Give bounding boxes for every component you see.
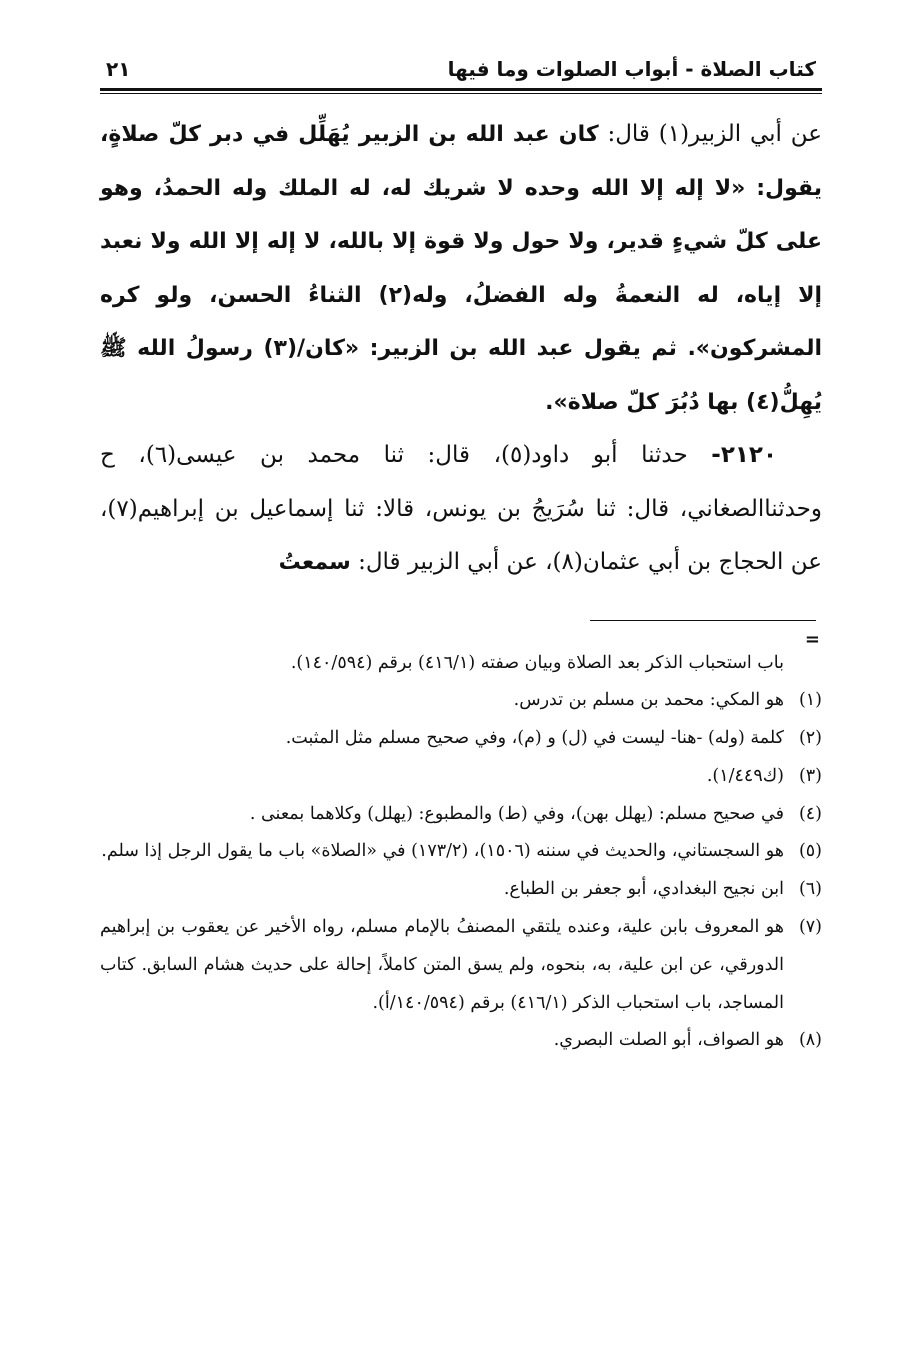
- footnote-text: (ك١/٤٤٩).: [706, 765, 784, 786]
- footnote-label: (٨): [798, 1030, 822, 1051]
- footnote: [100, 720, 822, 758]
- footnote-label: (٢): [798, 728, 822, 749]
- footnote: [100, 1022, 822, 1060]
- footnote-separator: [590, 620, 816, 621]
- paragraph-2: [100, 429, 822, 590]
- footnote-label: (٧): [798, 917, 822, 938]
- footnote-label: (١): [798, 690, 822, 711]
- footnote-text: هو المكي: محمد بن مسلم بن تدرس.: [513, 690, 784, 711]
- paragraph-1: [100, 108, 822, 429]
- footnote-text: هو الصواف، أبو الصلت البصري.: [553, 1030, 784, 1051]
- hadith-number: ٢١٢٠-: [711, 442, 777, 468]
- footnote-continuation: باب استحباب الذكر بعد الصلاة وبيان صفته (٤١٦/١) برقم (١٤٠/٥٩٤).: [290, 652, 784, 673]
- paragraph-1-bold: كان عبد الله بن الزبير يُهَلِّل في دبر كلّ صلاةٍ، يقول: «لا إله إلا الله وحده لا شريك له، له الملك وله الحمدُ، وهو على كلّ شيءٍ قدير، ولا حول ولا قوة إلا بالله، لا إله إلا الله ولا نعبد إلا إياه، له النعمةُ وله الفضلُ، وله(٢) الثناءُ الحسن، ولو كره المشركون». ثم يقول عبد الله بن الزبير: «كان/(٣) رسولُ الله ﷺ يُهِلُّ(٤) بها دُبُرَ كلّ صلاة».: [100, 122, 823, 415]
- footnote-continuation-mark: =: [804, 628, 820, 650]
- footnote: [100, 833, 822, 871]
- footnote-text: كلمة (وله) -هنا- ليست في (ل) و (م)، وفي صحيح مسلم مثل المثبت.: [285, 728, 784, 749]
- footnote-text: هو المعروف بابن علية، وعنده يلتقي المصنفُ بالإمام مسلم، رواه الأخير عن يعقوب بن إبراهيم الدورقي، عن ابن علية، به، بنحوه، ولم يسق المتن كاملاً، إحالة على حديث هشام السابق. كتاب المساجد، باب استحباب الذكر (٤١٦/١) برقم (١٤٠/٥٩٤/أ).: [100, 917, 784, 1013]
- footnote-label: (٥): [798, 841, 822, 862]
- paragraph-2-text: حدثنا أبو داود(٥)، قال: ثنا محمد بن عيسى(٦)، ح وحدثناالصغاني، قال: ثنا سُرَيجُ بن يونس، قالا: ثنا إسماعيل بن إبراهيم(٧)، عن الحجاج بن أبي عثمان(٨)، عن أبي الزبير قال:: [100, 442, 822, 575]
- page-header: [100, 56, 822, 86]
- footnote-text: ابن نجيح البغدادي، أبو جعفر بن الطباع.: [503, 879, 784, 900]
- main-text: [100, 108, 822, 590]
- page-number: ٢١: [106, 57, 131, 81]
- book-page: [100, 56, 822, 1060]
- footnote: [100, 796, 822, 834]
- running-title: كتاب الصلاة - أبواب الصلوات وما فيها: [447, 57, 816, 81]
- footnote-label: (٤): [798, 803, 822, 824]
- footnote-text: هو السجستاني، والحديث في سننه (١٥٠٦)، (١٧٣/٢) في «الصلاة» باب ما يقول الرجل إذا سلم.: [101, 841, 784, 862]
- paragraph-2-bold: سمعتُ: [278, 550, 351, 575]
- footnote: [100, 758, 822, 796]
- footnote-label: (٦): [798, 879, 822, 900]
- footnote: [100, 682, 822, 720]
- footnotes: [100, 645, 822, 1061]
- paragraph-1-intro: عن أبي الزبير(١) قال:: [598, 121, 822, 147]
- header-rule-thin: [100, 93, 822, 94]
- footnote: [100, 909, 822, 1022]
- footnote: [100, 871, 822, 909]
- footnote-label: (٣): [798, 765, 822, 786]
- footnote-text: في صحيح مسلم: (يهلل بهن)، وفي (ط) والمطبوع: (يهلل) وكلاهما بمعنى .: [249, 803, 784, 824]
- header-rule-thick: [100, 88, 822, 91]
